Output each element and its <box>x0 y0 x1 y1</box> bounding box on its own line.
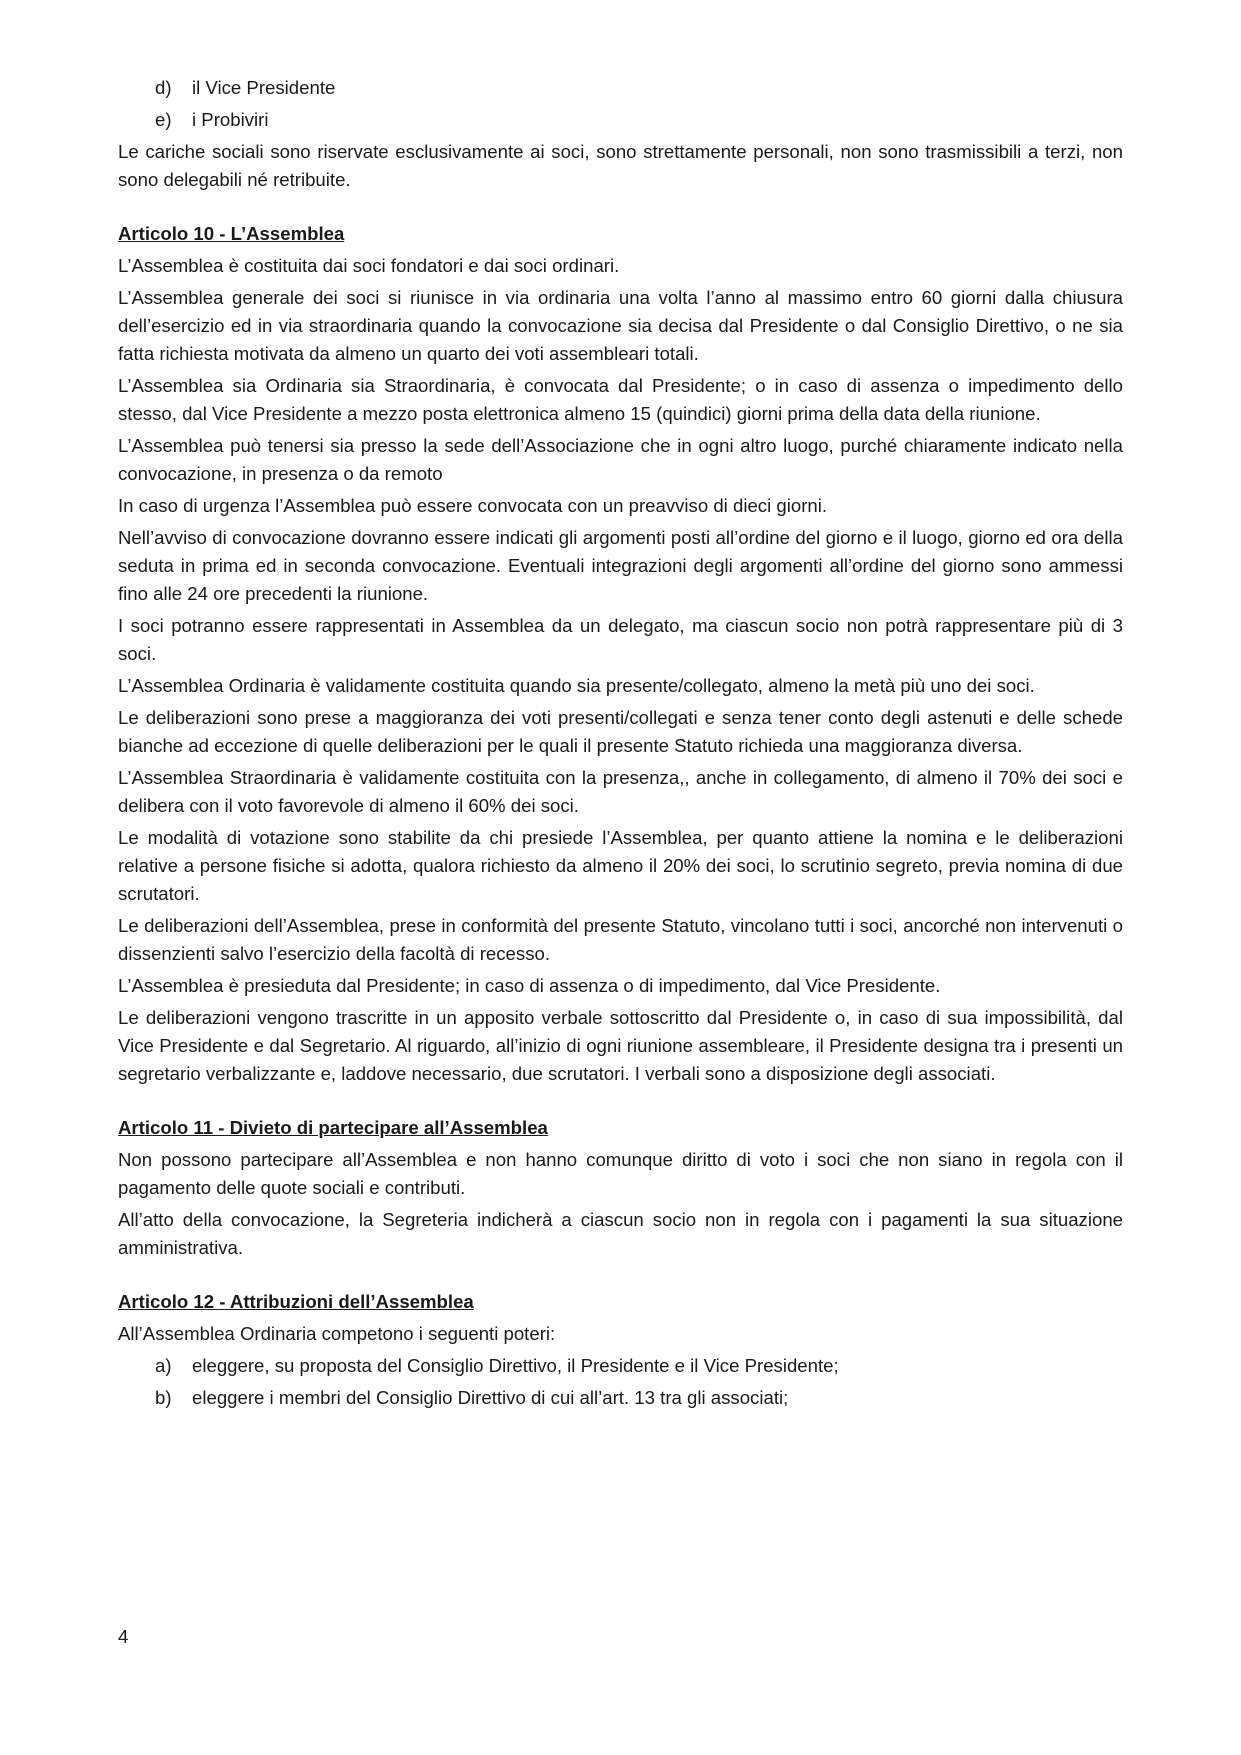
paragraph: L’Assemblea generale dei soci si riunisce in via ordinaria una volta l’anno al massimo entro 60 giorni dalla chiusura dell’esercizio ed in via straordinaria quando la convocazione sia decisa dal Presidente o dal Consiglio Direttivo, o ne sia fatta richiesta motivata da almeno un quarto dei voti assembleari totali. <box>118 287 1123 364</box>
article-12 <box>118 1288 1123 1412</box>
paragraph: Non possono partecipare all’Assemblea e non hanno comunque diritto di voto i soci che non siano in regola con il pagamento delle quote sociali e contributi. <box>118 1149 1123 1198</box>
list-text: i Probiviri <box>192 109 269 130</box>
paragraph: Le deliberazioni sono prese a maggioranza dei voti presenti/collegati e senza tener conto degli astenuti e delle schede bianche ad eccezione di quelle deliberazioni per le quali il presente Statuto richieda una maggioranza diversa. <box>118 707 1123 756</box>
list-item <box>155 74 1123 102</box>
paragraph: L’Assemblea è costituita dai soci fondatori e dai soci ordinari. <box>118 255 620 276</box>
paragraph: I soci potranno essere rappresentati in Assemblea da un delegato, ma ciascun socio non potrà rappresentare più di 3 soci. <box>118 615 1123 664</box>
paragraph: Le deliberazioni vengono trascritte in un apposito verbale sottoscritto dal Presidente o, in caso di sua impossibilità, dal Vice Presidente e dal Segretario. Al riguardo, all’inizio di ogni riunione assembleare, il Presidente designa tra i presenti un segretario verbalizzante e, laddove necessario, due scrutatori. I verbali sono a disposizione degli associati. <box>118 1007 1123 1084</box>
list-item <box>155 1384 1123 1412</box>
list-marker: d) <box>155 77 172 98</box>
list-text: eleggere i membri del Consiglio Direttivo di cui all’art. 13 tra gli associati; <box>192 1387 789 1408</box>
list-item <box>155 1352 1123 1380</box>
paragraph: Nell’avviso di convocazione dovranno essere indicati gli argomenti posti all’ordine del giorno e il luogo, giorno ed ora della seduta in prima ed in seconda convocazione. Eventuali integrazioni degli argomenti all’ordine del giorno sono ammessi fino alle 24 ore precedenti la riunione. <box>118 527 1123 604</box>
page-number: 4 <box>118 1626 129 1647</box>
paragraph: All’atto della convocazione, la Segreteria indicherà a ciascun socio non in regola con i pagamenti la sua situazione amministrativa. <box>118 1209 1123 1258</box>
list-item <box>155 106 1123 134</box>
list-marker: a) <box>155 1355 172 1376</box>
article-11 <box>118 1114 1123 1262</box>
list-text: il Vice Presidente <box>192 77 336 98</box>
article-12-title: Articolo 12 - Attribuzioni dell’Assemblea <box>118 1291 474 1312</box>
paragraph: Le deliberazioni dell’Assemblea, prese in conformità del presente Statuto, vincolano tutti i soci, ancorché non intervenuti o dissenzienti salvo l’esercizio della facoltà di recesso. <box>118 915 1123 964</box>
paragraph: All’Assemblea Ordinaria competono i seguenti poteri: <box>118 1323 556 1344</box>
paragraph: L’Assemblea Ordinaria è validamente costituita quando sia presente/collegato, almeno la metà più uno dei soci. <box>118 675 1035 696</box>
list-marker: e) <box>155 109 172 130</box>
article-11-title: Articolo 11 - Divieto di partecipare all’Assemblea <box>118 1117 548 1138</box>
paragraph: Le modalità di votazione sono stabilite da chi presiede l’Assemblea, per quanto attiene la nomina e le deliberazioni relative a persone fisiche si adotta, qualora richiesto da almeno il 20% dei soci, lo scrutinio segreto, previa nomina di due scrutatori. <box>118 827 1123 904</box>
paragraph: L’Assemblea può tenersi sia presso la sede dell’Associazione che in ogni altro luogo, purché chiaramente indicato nella convocazione, in presenza o da remoto <box>118 435 1123 484</box>
list-marker: b) <box>155 1387 172 1408</box>
paragraph: L’Assemblea è presieduta dal Presidente; in caso di assenza o di impedimento, dal Vice Presidente. <box>118 975 941 996</box>
paragraph: L’Assemblea Straordinaria è validamente costituita con la presenza,, anche in collegamento, di almeno il 70% dei soci e delibera con il voto favorevole di almeno il 60% dei soci. <box>118 767 1123 816</box>
intro-paragraph: Le cariche sociali sono riservate esclusivamente ai soci, sono strettamente personali, non sono trasmissibili a terzi, non sono delegabili né retribuite. <box>118 141 1123 190</box>
article-10 <box>118 220 1123 1088</box>
list-text: eleggere, su proposta del Consiglio Direttivo, il Presidente e il Vice Presidente; <box>192 1355 839 1376</box>
paragraph: In caso di urgenza l’Assemblea può essere convocata con un preavviso di dieci giorni. <box>118 495 828 516</box>
article-10-title: Articolo 10 - L’Assemblea <box>118 223 345 244</box>
paragraph: L’Assemblea sia Ordinaria sia Straordinaria, è convocata dal Presidente; o in caso di assenza o impedimento dello stesso, dal Vice Presidente a mezzo posta elettronica almeno 15 (quindici) giorni prima della data della riunione. <box>118 375 1123 424</box>
document-page <box>118 74 1123 1416</box>
